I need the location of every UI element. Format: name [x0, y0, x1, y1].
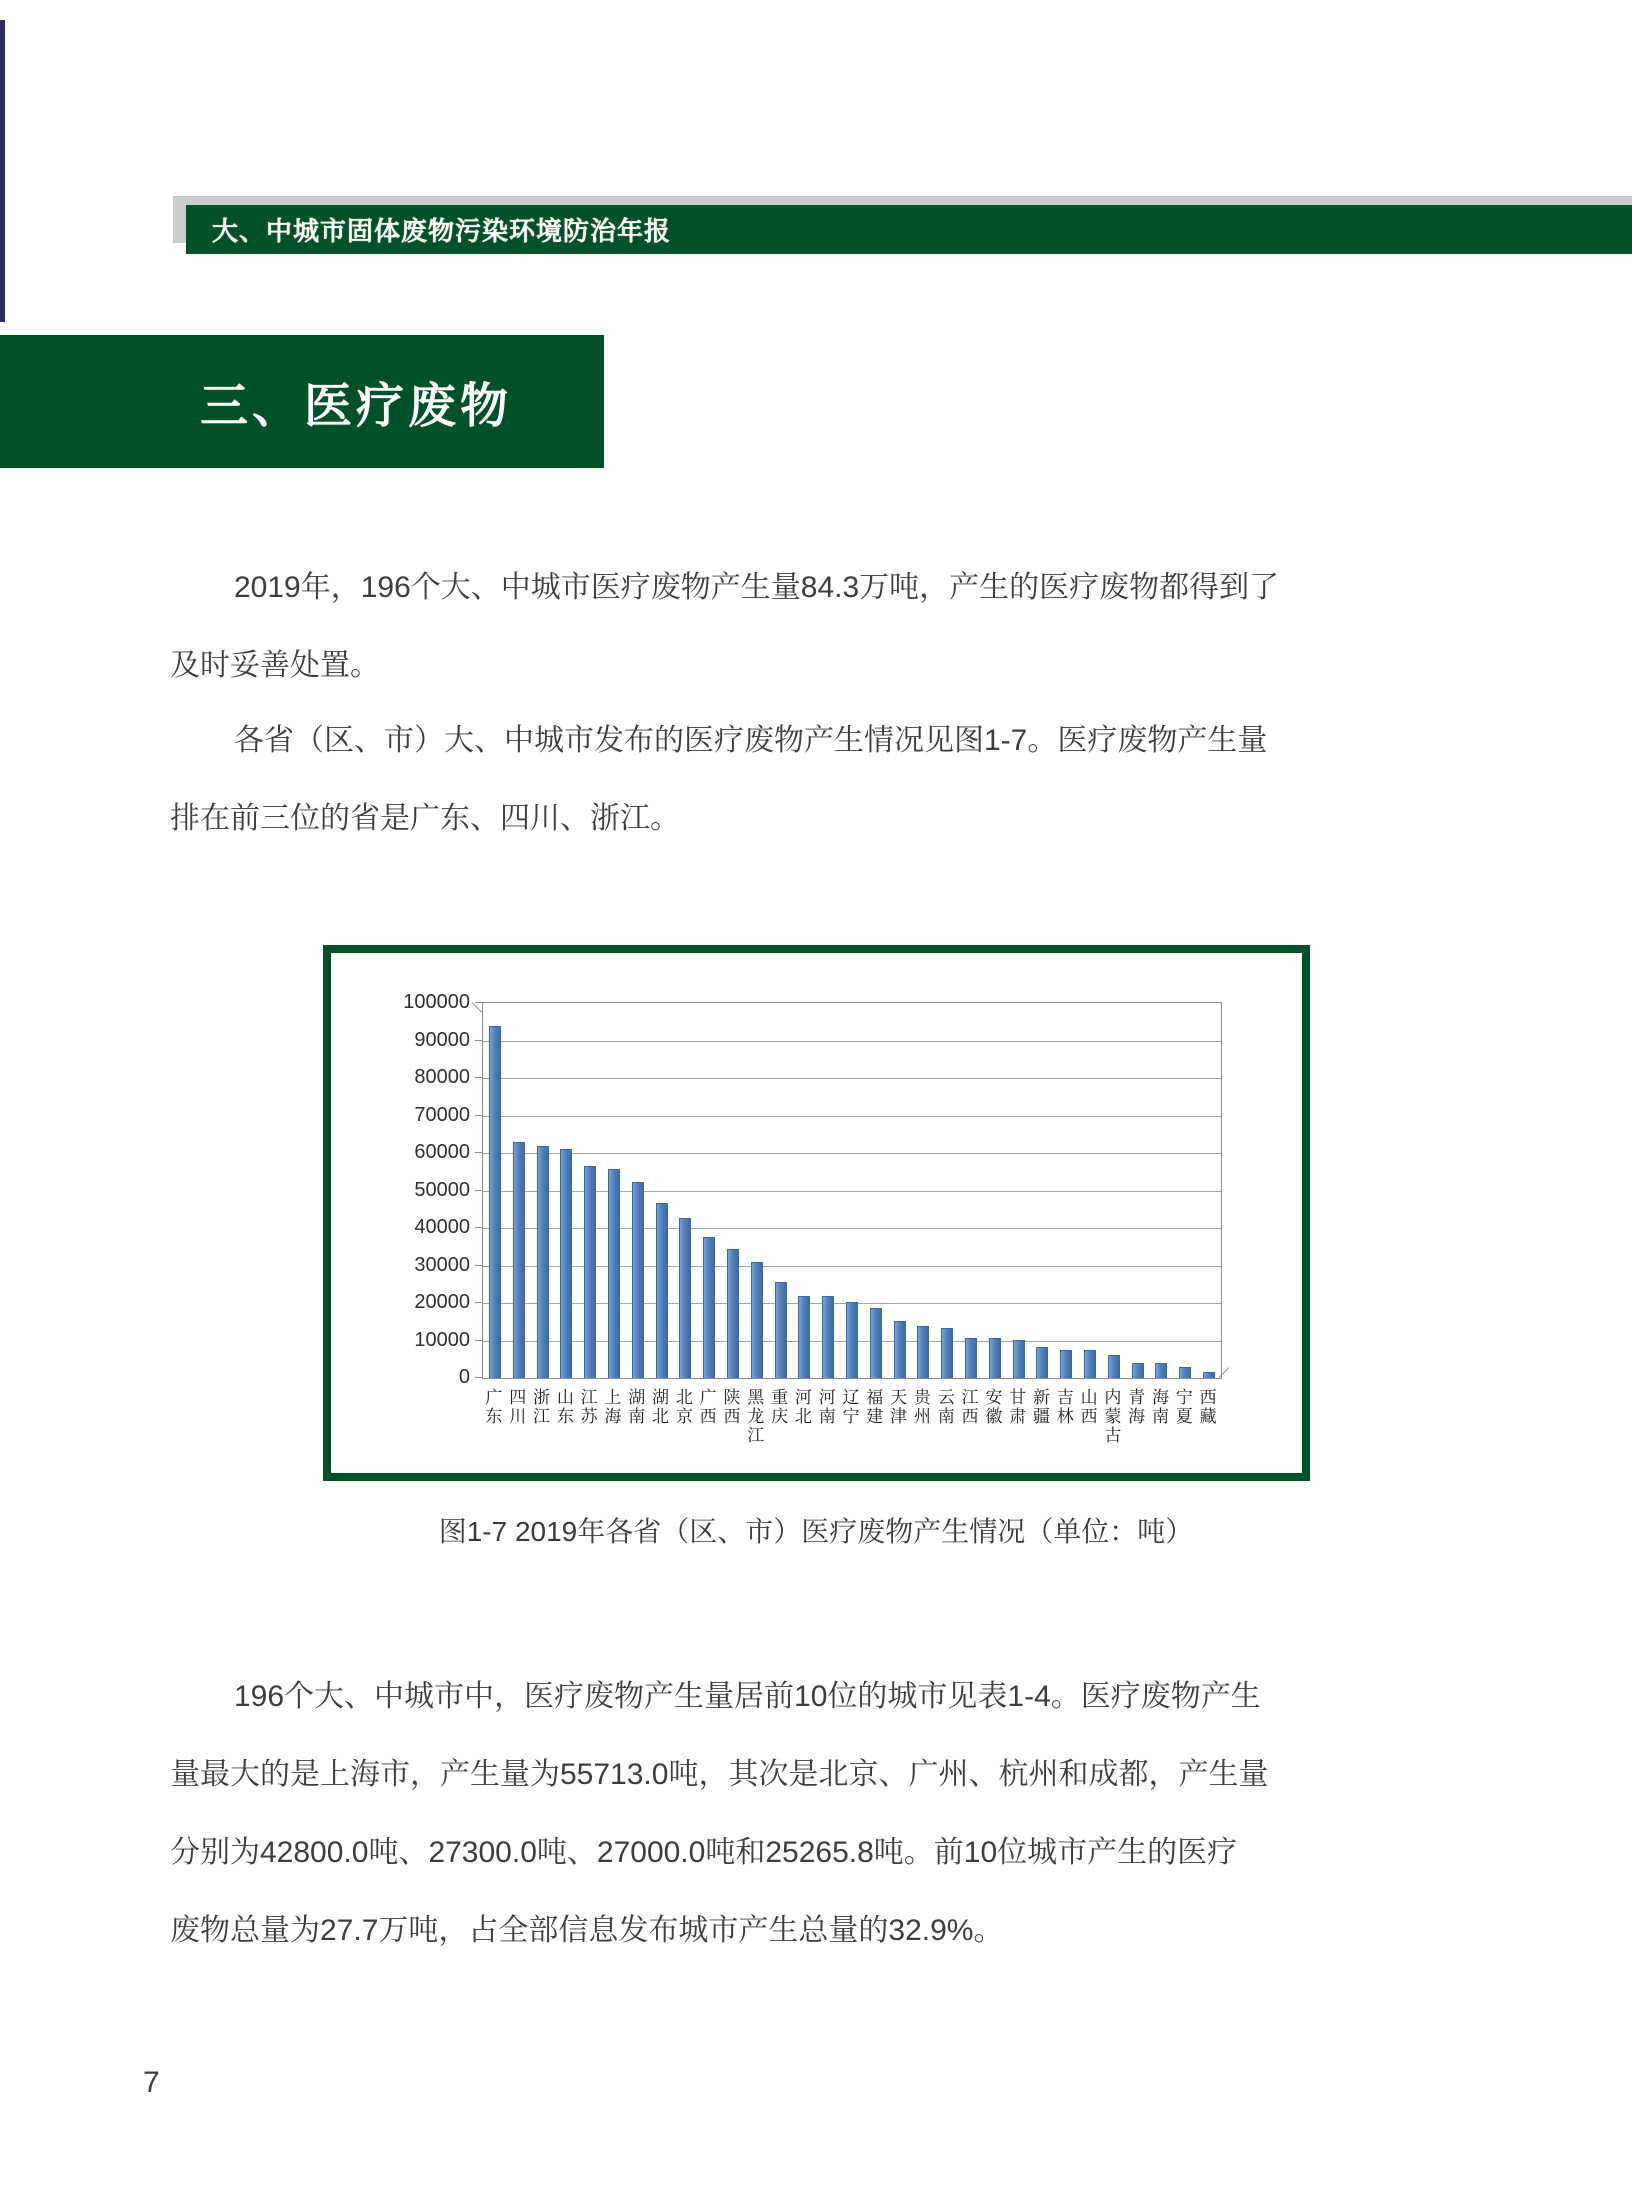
chart-bar [632, 1182, 644, 1378]
chart-bar [965, 1338, 977, 1379]
paragraph-3 [170, 1654, 1462, 1966]
paragraph-line: 及时妥善处置。 [170, 649, 380, 682]
x-axis-label: 黑龙江 [747, 1388, 765, 1445]
chart-bar [846, 1302, 858, 1378]
x-axis-label: 西藏 [1199, 1388, 1217, 1426]
y-axis-label: 80000 [414, 1066, 470, 1088]
y-axis-label: 0 [458, 1366, 470, 1388]
chart-bar [703, 1237, 715, 1378]
left-edge-rule [0, 20, 5, 322]
chart-bar [727, 1249, 739, 1378]
y-axis-label: 60000 [414, 1141, 470, 1163]
y-axis-tick [475, 1077, 482, 1078]
x-axis-label: 四川 [509, 1388, 527, 1426]
x-axis-label: 安徽 [985, 1388, 1003, 1426]
x-axis-label: 江苏 [580, 1388, 598, 1426]
y-axis-tick [475, 1302, 482, 1303]
paragraph-line: 分别为42800.0吨、27300.0吨、27000.0吨和25265.8吨。前10位城市产生的医疗 [170, 1836, 1238, 1869]
chart-bar [917, 1326, 929, 1379]
y-axis-tick [475, 1340, 482, 1341]
chart-bar [941, 1328, 953, 1378]
chart-bar [656, 1203, 668, 1378]
x-axis-label: 河南 [818, 1388, 836, 1426]
chart-bar [513, 1142, 525, 1378]
page-header-title: 大、中城市固体废物污染环境防治年报 [212, 216, 672, 246]
paragraph-line: 各省（区、市）大、中城市发布的医疗废物产生情况见图1-7。医疗废物产生量 [234, 724, 1268, 757]
chart-gridline [483, 1078, 1221, 1079]
y-axis-tick [475, 1377, 482, 1378]
x-axis-label: 云南 [937, 1388, 955, 1426]
chart-bar [1203, 1372, 1215, 1378]
x-axis-label: 河北 [794, 1388, 812, 1426]
paragraph-line: 2019年，196个大、中城市医疗废物产生量84.3万吨，产生的医疗废物都得到了 [234, 571, 1280, 604]
chart-bar [1013, 1340, 1025, 1378]
chart-bar [584, 1166, 596, 1378]
chart-bar [560, 1149, 572, 1379]
chart-bar [608, 1169, 620, 1378]
paragraph-2 [170, 698, 1462, 854]
y-axis-tick [475, 1002, 482, 1003]
chart-bar [798, 1296, 810, 1379]
chart-bar [894, 1321, 906, 1378]
chart-bar [1132, 1363, 1144, 1378]
y-axis-label: 10000 [414, 1328, 470, 1351]
y-axis-label: 90000 [414, 1028, 470, 1051]
chart-gridline [483, 1116, 1221, 1117]
paragraph-1 [170, 545, 1462, 701]
x-axis-label: 上海 [604, 1388, 622, 1426]
chart-bar [989, 1338, 1001, 1378]
x-axis-label: 海南 [1151, 1388, 1169, 1426]
chart-bar [1084, 1350, 1096, 1378]
x-axis-label: 广西 [699, 1388, 717, 1426]
x-axis-label: 北京 [675, 1388, 693, 1426]
axis-bevel-topleft [472, 1002, 483, 1013]
y-axis-label: 20000 [414, 1291, 470, 1313]
y-axis-tick [475, 1190, 482, 1191]
chart-bar [1179, 1367, 1191, 1378]
x-axis-label: 青海 [1128, 1388, 1146, 1426]
chart-bar [1060, 1350, 1072, 1379]
x-axis-label: 吉林 [1056, 1388, 1074, 1426]
y-axis-label: 100000 [403, 991, 470, 1013]
chart-gridline [483, 1153, 1221, 1154]
y-axis-tick [475, 1040, 482, 1041]
x-axis-label: 内蒙古 [1104, 1388, 1122, 1445]
y-axis-label: 40000 [414, 1216, 470, 1238]
x-axis-label: 陕西 [723, 1388, 741, 1426]
x-axis-label: 天津 [890, 1388, 908, 1426]
x-axis-label: 广东 [485, 1388, 503, 1426]
y-axis-label: 50000 [414, 1178, 470, 1201]
paragraph-line: 废物总量为27.7万吨，占全部信息发布城市产生总量的32.9%。 [170, 1914, 1004, 1947]
x-axis-label: 辽宁 [842, 1388, 860, 1426]
x-axis-label: 贵州 [913, 1388, 931, 1426]
chart-plot-area [482, 1002, 1222, 1379]
chart-bar [1108, 1355, 1120, 1378]
chart-plot-wrapper [331, 953, 1302, 1473]
chart-bar [870, 1308, 882, 1378]
figure-1-7-chart [323, 945, 1310, 1481]
x-axis-label: 山西 [1080, 1388, 1098, 1426]
figure-caption: 图1-7 2019年各省（区、市）医疗废物产生情况（单位：吨） [438, 1516, 1194, 1547]
paragraph-line: 排在前三位的省是广东、四川、浙江。 [170, 802, 680, 835]
section-banner [0, 335, 604, 468]
page-number: 7 [143, 2066, 160, 2099]
chart-bar [489, 1026, 501, 1379]
y-axis-tick [475, 1152, 482, 1153]
x-axis-label: 宁夏 [1175, 1388, 1193, 1426]
chart-bar [822, 1296, 834, 1378]
x-axis-label: 福建 [866, 1388, 884, 1426]
chart-bar [537, 1146, 549, 1379]
y-axis-tick [475, 1115, 482, 1116]
chart-bar [679, 1218, 691, 1379]
y-axis-label: 70000 [414, 1103, 470, 1126]
chart-bar [1036, 1347, 1048, 1378]
x-axis-label: 新疆 [1032, 1388, 1050, 1426]
y-axis-tick [475, 1227, 482, 1228]
x-axis-label: 山东 [556, 1388, 574, 1426]
paragraph-line: 量最大的是上海市，产生量为55713.0吨，其次是北京、广州、杭州和成都，产生量 [170, 1758, 1269, 1791]
x-axis-label: 湖北 [652, 1388, 670, 1426]
x-axis-label: 江西 [961, 1388, 979, 1426]
x-axis-label: 浙江 [533, 1388, 551, 1426]
y-axis-tick [475, 1265, 482, 1266]
x-axis-label: 甘肃 [1009, 1388, 1027, 1426]
chart-gridline [483, 1041, 1221, 1042]
paragraph-line: 196个大、中城市中，医疗废物产生量居前10位的城市见表1-4。医疗废物产生 [234, 1680, 1261, 1713]
chart-bar [751, 1262, 763, 1378]
x-axis-label: 湖南 [628, 1388, 646, 1426]
chart-bar [1155, 1363, 1167, 1378]
chart-bar [775, 1282, 787, 1378]
x-axis-label: 重庆 [771, 1388, 789, 1426]
section-title: 三、医疗废物 [200, 380, 513, 433]
y-axis-label: 30000 [414, 1253, 470, 1276]
page-header-bar [186, 205, 1632, 254]
